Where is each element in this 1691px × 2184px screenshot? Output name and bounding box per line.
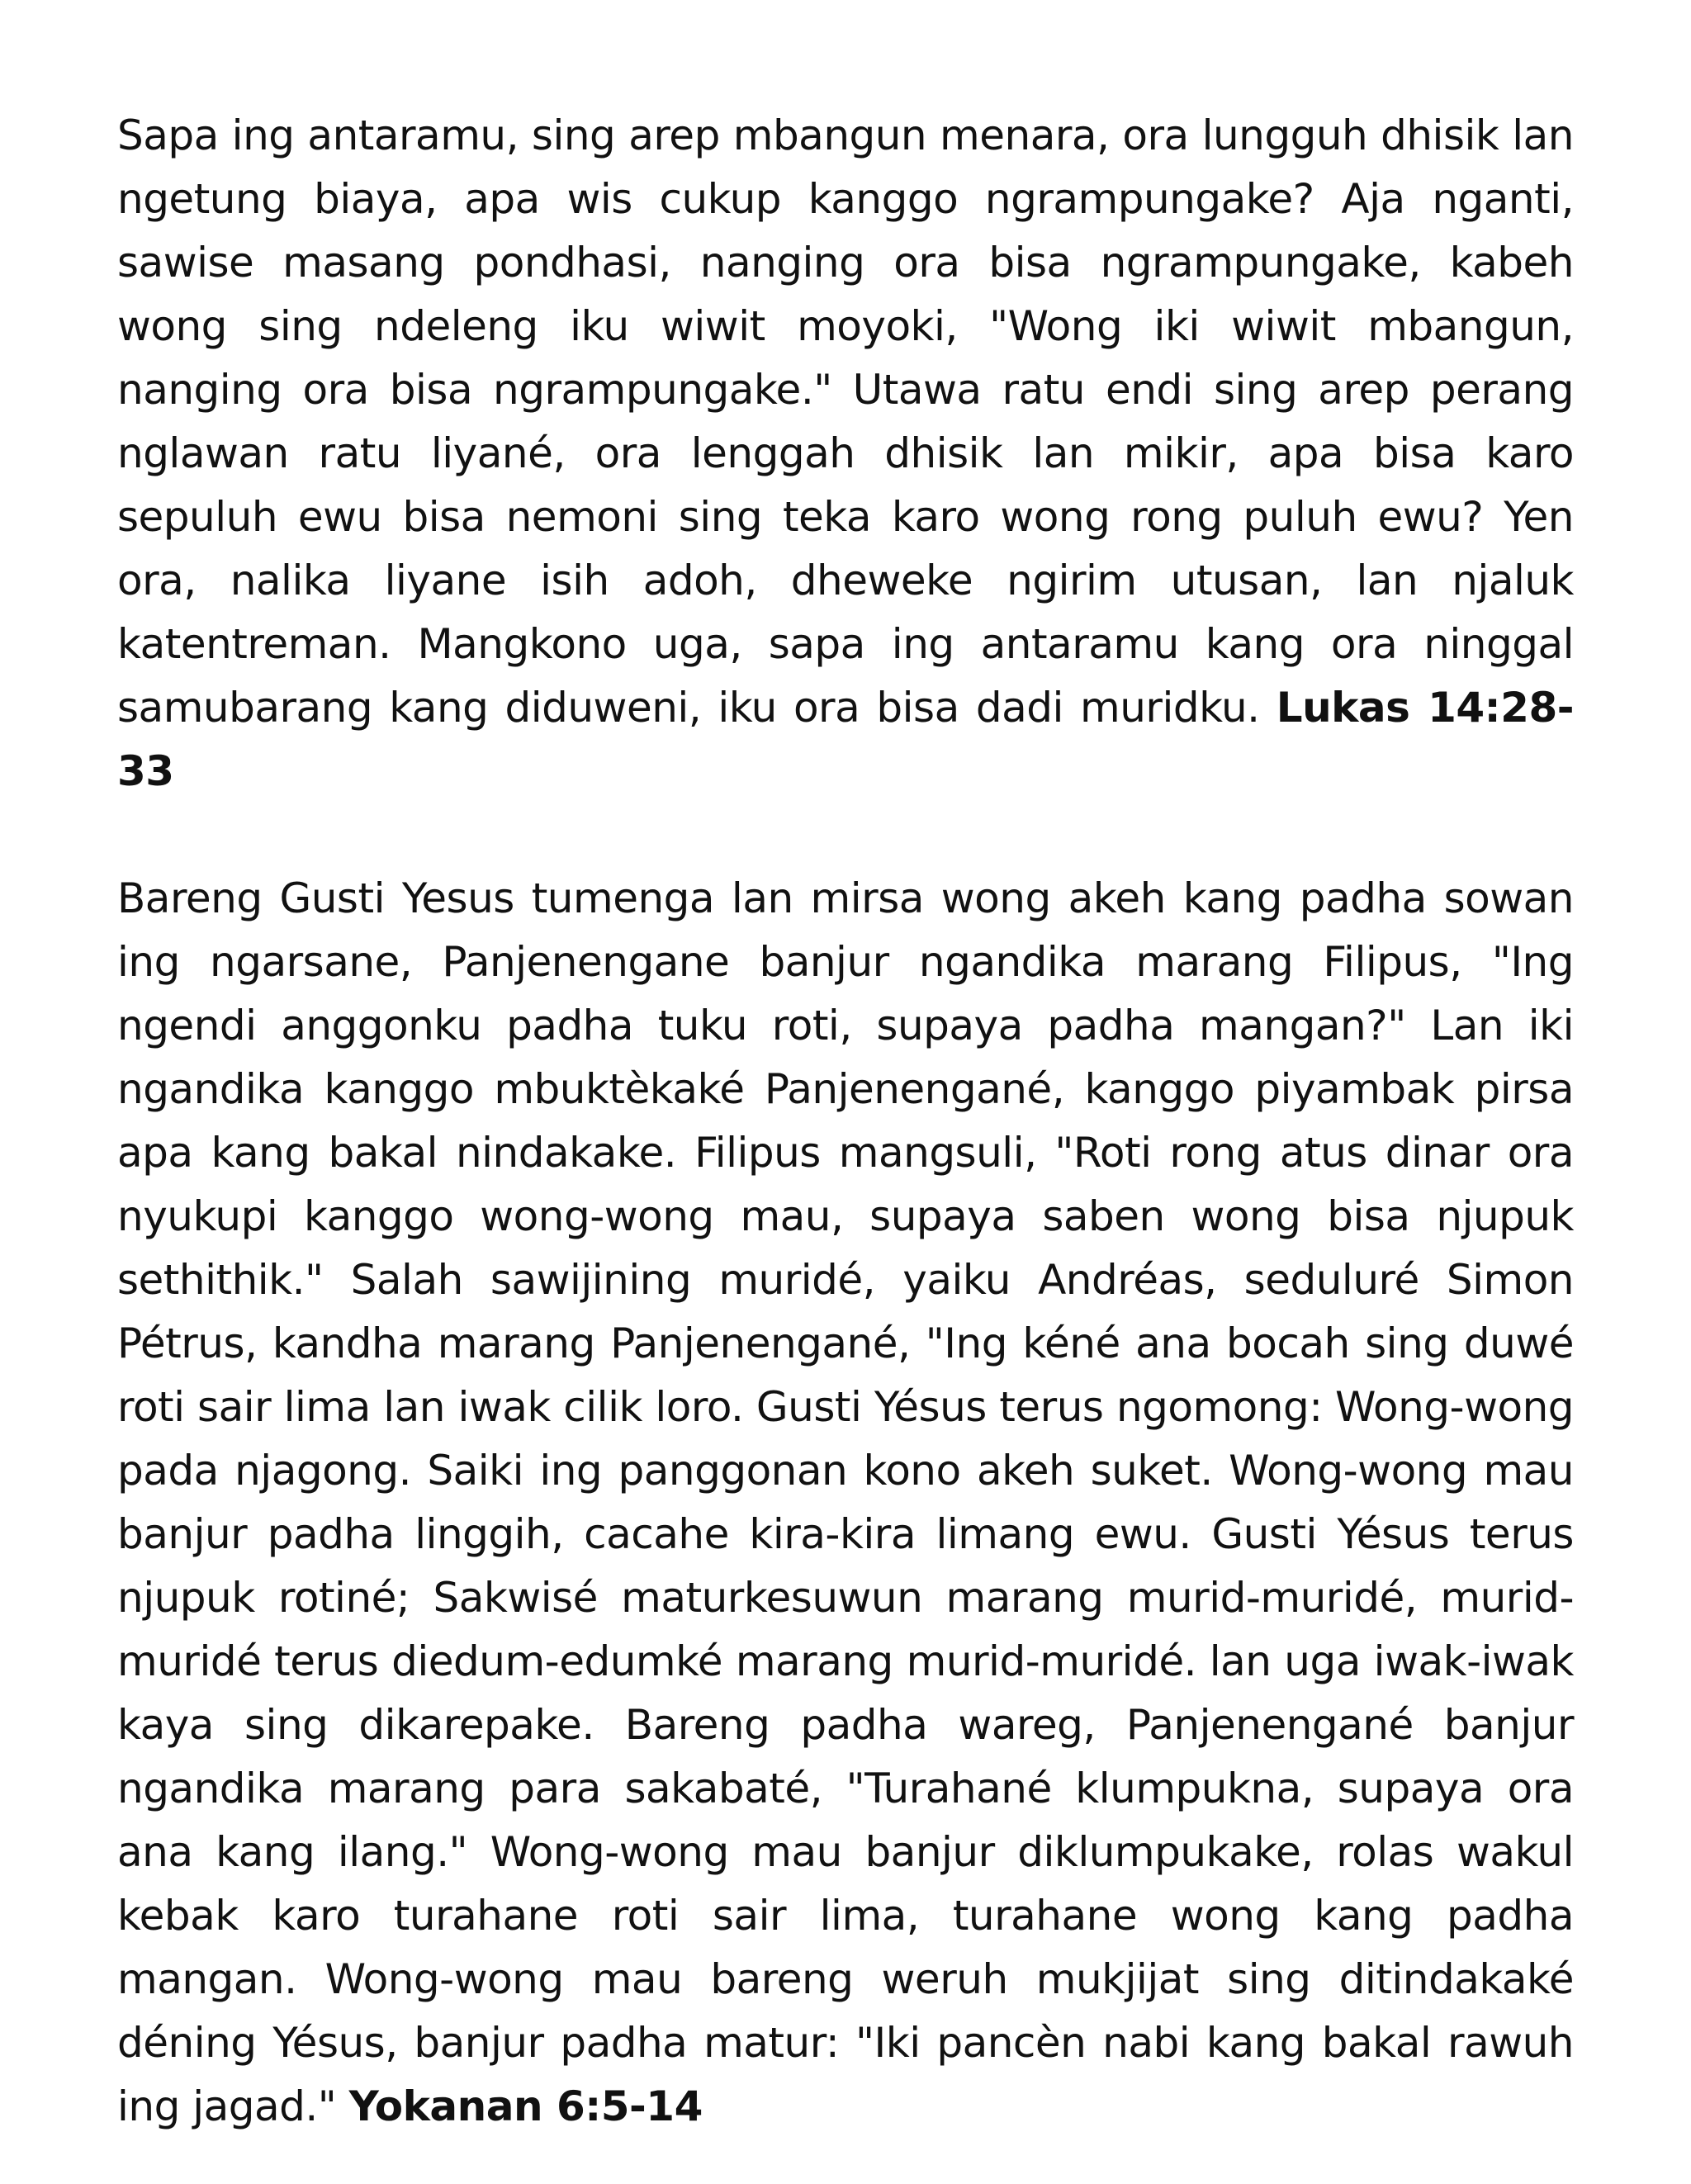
scripture-reference: Lukas 14:28-33 xyxy=(117,684,1574,795)
passage-lukas xyxy=(117,104,1574,803)
document-page xyxy=(117,104,1574,2139)
scripture-reference: Yokanan 6:5-14 xyxy=(348,2082,703,2130)
passage-yokanan xyxy=(117,867,1574,2139)
passage-text: Sapa ing antaramu, sing arep mbangun menara, ora lungguh dhisik lan ngetung biaya, apa wis cukup kanggo ngrampungake? Aja nganti, sawise masang pondhasi, nanging ora bisa ngrampungake, kabeh wong sing ndeleng iku wiwit moyoki, "Wong iki wiwit mbangun, nanging ora bisa ngrampungake." Utawa ratu endi sing arep perang nglawan ratu liyané, ora lenggah dhisik lan mikir, apa bisa karo sepuluh ewu bisa nemoni sing teka karo wong rong puluh ewu? Yen ora, nalika liyane isih adoh, dheweke ngirim utusan, lan njaluk katentreman. Mangkono uga, sapa ing antaramu kang ora ninggal samubarang kang diduweni, iku ora bisa dadi muridku. xyxy=(117,111,1574,732)
passage-text: Bareng Gusti Yesus tumenga lan mirsa wong akeh kang padha sowan ing ngarsane, Panjenengane banjur ngandika marang Filipus, "Ing ngendi anggonku padha tuku roti, supaya padha mangan?" Lan iki ngandika kanggo mbuktèkaké Panjenengané, kanggo piyambak pirsa apa kang bakal nindakake. Filipus mangsuli, "Roti rong atus dinar ora nyukupi kanggo wong-wong mau, supaya saben wong bisa njupuk sethithik." Salah sawijining muridé, yaiku Andréas, seduluré Simon Pétrus, kandha marang Panjenengané, "Ing kéné ana bocah sing duwé roti sair lima lan iwak cilik loro. Gusti Yésus terus ngomong: Wong-wong pada njagong. Saiki ing panggonan kono akeh suket. Wong-wong mau banjur padha linggih, cacahe kira-kira limang ewu. Gusti Yésus terus njupuk rotiné; Sakwisé maturkesuwun marang murid-muridé, murid-muridé terus diedum-edumké marang murid-muridé. lan uga iwak-iwak kaya sing dikarepake. Bareng padha wareg, Panjenengané banjur ngandika marang para sakabaté, "Turahané klumpukna, supaya ora ana kang ilang." Wong-wong mau banjur diklumpukake, rolas wakul kebak karo turahane roti sair lima, turahane wong kang padha mangan. Wong-wong mau bareng weruh mukjijat sing ditindakaké déning Yésus, banjur padha matur: "Iki pancèn nabi kang bakal rawuh ing jagad." xyxy=(117,874,1574,2130)
